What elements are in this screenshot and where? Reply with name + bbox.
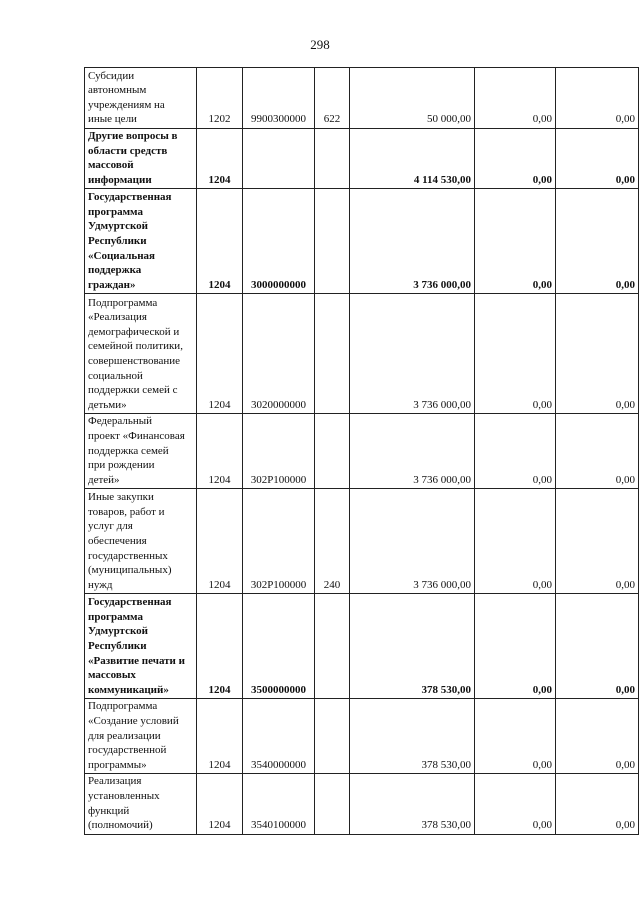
target-code-cell: 3020000000	[243, 294, 315, 414]
amount-cell: 3 736 000,00	[350, 489, 475, 594]
amount-cell: 0,00	[475, 774, 556, 834]
expense-type-cell	[315, 414, 350, 489]
item-name-cell: Государственная программа Удмуртской Республики «Социальная поддержка граждан»	[85, 189, 197, 294]
target-code-cell: 3500000000	[243, 594, 315, 699]
amount-cell: 0,00	[475, 489, 556, 594]
section-code-cell: 1204	[197, 489, 243, 594]
item-name-cell: Иные закупки товаров, работ и услуг для обеспечения государственных (муниципальных) нужд	[85, 489, 197, 594]
expense-type-cell	[315, 129, 350, 189]
amount-cell: 0,00	[475, 699, 556, 774]
amount-cell: 378 530,00	[350, 699, 475, 774]
amount-cell: 378 530,00	[350, 594, 475, 699]
amount-cell: 0,00	[475, 414, 556, 489]
item-name-cell: Государственная программа Удмуртской Республики «Развитие печати и массовых коммуникаций»	[85, 594, 197, 699]
amount-cell: 0,00	[556, 129, 639, 189]
section-code-cell: 1204	[197, 294, 243, 414]
section-code-cell: 1204	[197, 594, 243, 699]
item-name-cell: Реализация установленных функций (полномочий)	[85, 774, 197, 834]
amount-cell: 3 736 000,00	[350, 414, 475, 489]
table-row	[85, 774, 639, 834]
table-row	[85, 189, 639, 294]
target-code-cell: 302P100000	[243, 414, 315, 489]
table-row	[85, 699, 639, 774]
amount-cell: 4 114 530,00	[350, 129, 475, 189]
section-code-cell: 1204	[197, 699, 243, 774]
amount-cell: 3 736 000,00	[350, 189, 475, 294]
amount-cell: 50 000,00	[350, 68, 475, 129]
section-code-cell: 1204	[197, 189, 243, 294]
amount-cell: 0,00	[556, 594, 639, 699]
amount-cell: 378 530,00	[350, 774, 475, 834]
expense-type-cell	[315, 594, 350, 699]
expense-type-cell: 622	[315, 68, 350, 129]
target-code-cell: 3540000000	[243, 699, 315, 774]
budget-table	[84, 67, 639, 835]
item-name-cell: Федеральный проект «Финансовая поддержка семей при рождении детей»	[85, 414, 197, 489]
table-row	[85, 129, 639, 189]
amount-cell: 0,00	[556, 189, 639, 294]
amount-cell: 0,00	[556, 68, 639, 129]
expense-type-cell	[315, 189, 350, 294]
amount-cell: 0,00	[556, 699, 639, 774]
target-code-cell: 3540100000	[243, 774, 315, 834]
item-name-cell: Другие вопросы в области средств массовой информации	[85, 129, 197, 189]
amount-cell: 0,00	[556, 774, 639, 834]
target-code-cell: 9900300000	[243, 68, 315, 129]
section-code-cell: 1204	[197, 774, 243, 834]
amount-cell: 3 736 000,00	[350, 294, 475, 414]
amount-cell: 0,00	[556, 294, 639, 414]
section-code-cell: 1202	[197, 68, 243, 129]
item-name-cell: Субсидии автономным учреждениям на иные цели	[85, 68, 197, 129]
amount-cell: 0,00	[556, 489, 639, 594]
table-row	[85, 68, 639, 129]
amount-cell: 0,00	[475, 129, 556, 189]
amount-cell: 0,00	[475, 594, 556, 699]
expense-type-cell	[315, 294, 350, 414]
expense-type-cell	[315, 774, 350, 834]
expense-type-cell	[315, 699, 350, 774]
table-row	[85, 489, 639, 594]
expense-type-cell: 240	[315, 489, 350, 594]
page-number: 298	[310, 37, 330, 52]
section-code-cell: 1204	[197, 414, 243, 489]
table-row	[85, 294, 639, 414]
amount-cell: 0,00	[556, 414, 639, 489]
target-code-cell: 3000000000	[243, 189, 315, 294]
amount-cell: 0,00	[475, 294, 556, 414]
table-row	[85, 414, 639, 489]
table-row	[85, 594, 639, 699]
target-code-cell: 302P100000	[243, 489, 315, 594]
item-name-cell: Подпрограмма «Реализация демографической и семейной политики, совершенствование социальной поддержки семей с детьми»	[85, 294, 197, 414]
amount-cell: 0,00	[475, 68, 556, 129]
section-code-cell: 1204	[197, 129, 243, 189]
target-code-cell	[243, 129, 315, 189]
amount-cell: 0,00	[475, 189, 556, 294]
item-name-cell: Подпрограмма «Создание условий для реализации государственной программы»	[85, 699, 197, 774]
